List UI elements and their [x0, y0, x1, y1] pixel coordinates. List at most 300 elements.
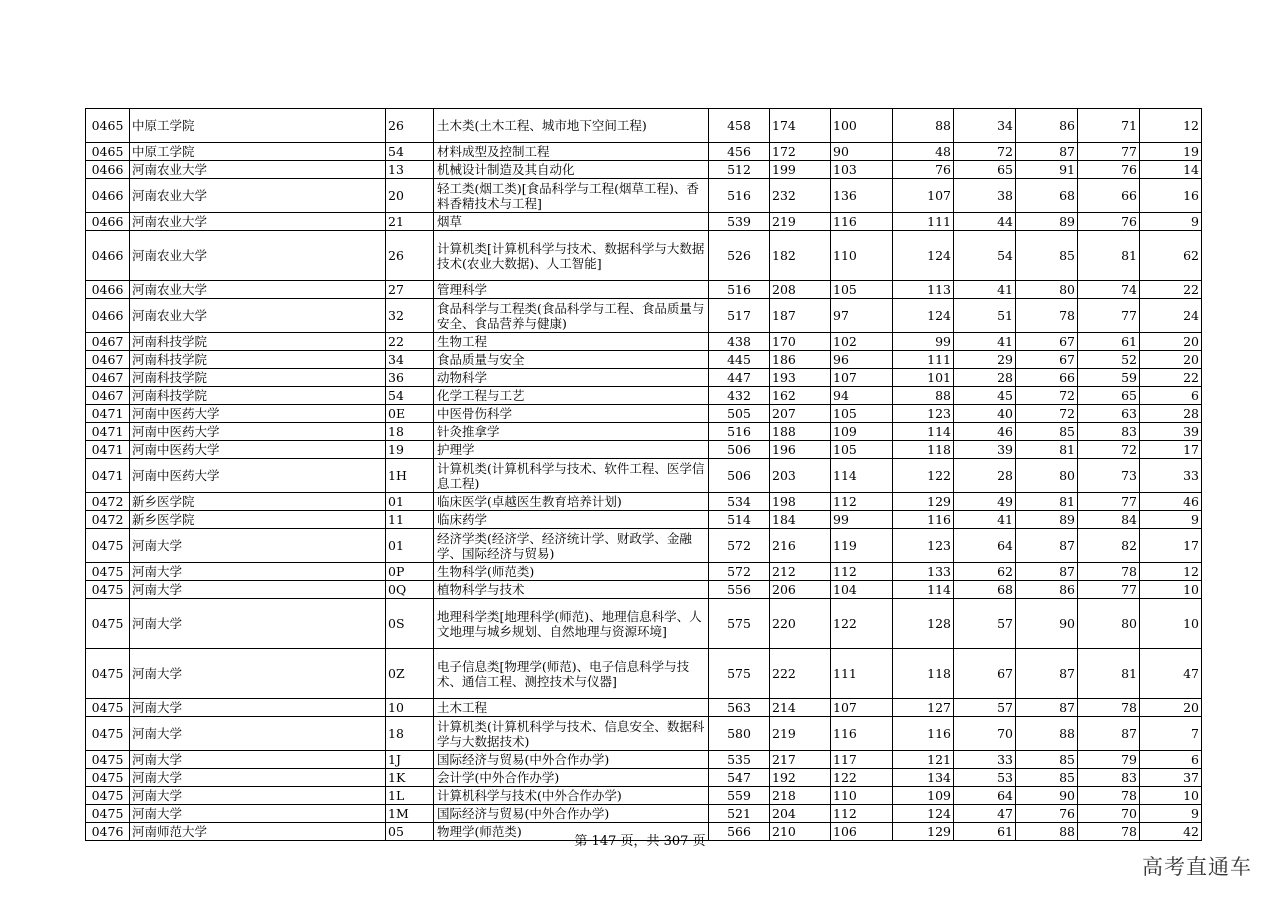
school-code-cell: 0466	[86, 299, 130, 333]
score-g-cell: 19	[1140, 143, 1202, 161]
major-name-cell: 轻工类(烟工类)[食品科学与工程(烟草工程)、香料香精技术与工程]	[434, 179, 709, 213]
major-code-cell: 10	[386, 699, 434, 717]
table-row	[86, 529, 1202, 563]
table-row	[86, 459, 1202, 493]
score-e-cell: 76	[1016, 805, 1078, 823]
score-e-cell: 80	[1016, 281, 1078, 299]
score-d-cell: 28	[954, 369, 1016, 387]
school-name-cell: 河南大学	[130, 769, 386, 787]
score-d-cell: 41	[954, 333, 1016, 351]
major-code-cell: 22	[386, 333, 434, 351]
school-name-cell: 中原工学院	[130, 143, 386, 161]
school-name-cell: 河南大学	[130, 581, 386, 599]
score-c-cell: 48	[893, 143, 954, 161]
table-row	[86, 213, 1202, 231]
table-row	[86, 405, 1202, 423]
major-name-cell: 动物科学	[434, 369, 709, 387]
score-d-cell: 40	[954, 405, 1016, 423]
page-footer: 第 147 页，共 307 页	[574, 834, 706, 849]
score-a-cell: 214	[770, 699, 831, 717]
score-a-cell: 208	[770, 281, 831, 299]
school-code-cell: 0466	[86, 161, 130, 179]
table-row	[86, 387, 1202, 405]
score-total-cell: 516	[709, 179, 770, 213]
score-e-cell: 80	[1016, 459, 1078, 493]
score-c-cell: 123	[893, 529, 954, 563]
score-c-cell: 114	[893, 581, 954, 599]
score-c-cell: 114	[893, 423, 954, 441]
score-d-cell: 45	[954, 387, 1016, 405]
major-code-cell: 26	[386, 231, 434, 281]
major-code-cell: 34	[386, 351, 434, 369]
score-f-cell: 83	[1078, 769, 1140, 787]
score-d-cell: 29	[954, 351, 1016, 369]
score-f-cell: 63	[1078, 405, 1140, 423]
table-row	[86, 717, 1202, 751]
score-a-cell: 204	[770, 805, 831, 823]
score-total-cell: 521	[709, 805, 770, 823]
school-name-cell: 河南大学	[130, 599, 386, 649]
score-a-cell: 217	[770, 751, 831, 769]
table-row	[86, 109, 1202, 143]
school-name-cell: 河南科技学院	[130, 333, 386, 351]
score-e-cell: 87	[1016, 143, 1078, 161]
score-f-cell: 72	[1078, 441, 1140, 459]
table-row	[86, 751, 1202, 769]
score-g-cell: 12	[1140, 109, 1202, 143]
table-row	[86, 369, 1202, 387]
school-name-cell: 河南科技学院	[130, 387, 386, 405]
school-code-cell: 0466	[86, 213, 130, 231]
score-g-cell: 17	[1140, 529, 1202, 563]
score-c-cell: 124	[893, 299, 954, 333]
score-c-cell: 124	[893, 805, 954, 823]
score-g-cell: 20	[1140, 333, 1202, 351]
score-d-cell: 53	[954, 769, 1016, 787]
table-row	[86, 493, 1202, 511]
score-c-cell: 124	[893, 231, 954, 281]
school-code-cell: 0471	[86, 405, 130, 423]
school-name-cell: 新乡医学院	[130, 511, 386, 529]
major-name-cell: 土木类(土木工程、城市地下空间工程)	[434, 109, 709, 143]
school-name-cell: 河南农业大学	[130, 299, 386, 333]
school-name-cell: 河南大学	[130, 649, 386, 699]
score-a-cell: 232	[770, 179, 831, 213]
score-total-cell: 580	[709, 717, 770, 751]
school-name-cell: 河南大学	[130, 699, 386, 717]
major-code-cell: 54	[386, 143, 434, 161]
score-f-cell: 76	[1078, 161, 1140, 179]
score-total-cell: 505	[709, 405, 770, 423]
school-name-cell: 河南科技学院	[130, 351, 386, 369]
major-code-cell: 1L	[386, 787, 434, 805]
score-d-cell: 54	[954, 231, 1016, 281]
score-b-cell: 97	[831, 299, 893, 333]
score-e-cell: 67	[1016, 333, 1078, 351]
major-code-cell: 1M	[386, 805, 434, 823]
score-a-cell: 192	[770, 769, 831, 787]
score-d-cell: 64	[954, 529, 1016, 563]
score-g-cell: 9	[1140, 805, 1202, 823]
score-f-cell: 74	[1078, 281, 1140, 299]
score-total-cell: 556	[709, 581, 770, 599]
major-name-cell: 生物科学(师范类)	[434, 563, 709, 581]
major-name-cell: 机械设计制造及其自动化	[434, 161, 709, 179]
score-e-cell: 87	[1016, 529, 1078, 563]
score-b-cell: 104	[831, 581, 893, 599]
school-code-cell: 0472	[86, 511, 130, 529]
major-name-cell: 临床医学(卓越医生教育培养计划)	[434, 493, 709, 511]
score-g-cell: 33	[1140, 459, 1202, 493]
score-e-cell: 90	[1016, 599, 1078, 649]
score-b-cell: 105	[831, 405, 893, 423]
score-b-cell: 119	[831, 529, 893, 563]
score-total-cell: 526	[709, 231, 770, 281]
major-code-cell: 0Q	[386, 581, 434, 599]
table-row	[86, 143, 1202, 161]
score-b-cell: 99	[831, 511, 893, 529]
major-name-cell: 食品科学与工程类(食品科学与工程、食品质量与安全、食品营养与健康)	[434, 299, 709, 333]
score-e-cell: 87	[1016, 699, 1078, 717]
school-code-cell: 0471	[86, 423, 130, 441]
score-f-cell: 87	[1078, 717, 1140, 751]
school-name-cell: 河南中医药大学	[130, 405, 386, 423]
score-g-cell: 22	[1140, 281, 1202, 299]
school-code-cell: 0475	[86, 599, 130, 649]
major-code-cell: 11	[386, 511, 434, 529]
score-f-cell: 78	[1078, 823, 1140, 841]
school-name-cell: 中原工学院	[130, 109, 386, 143]
table-row	[86, 161, 1202, 179]
table-row	[86, 511, 1202, 529]
score-d-cell: 33	[954, 751, 1016, 769]
score-e-cell: 66	[1016, 369, 1078, 387]
score-a-cell: 162	[770, 387, 831, 405]
table-row	[86, 769, 1202, 787]
school-name-cell: 河南大学	[130, 529, 386, 563]
score-total-cell: 575	[709, 599, 770, 649]
school-code-cell: 0466	[86, 179, 130, 213]
major-name-cell: 针灸推拿学	[434, 423, 709, 441]
score-a-cell: 184	[770, 511, 831, 529]
score-c-cell: 118	[893, 649, 954, 699]
score-e-cell: 81	[1016, 493, 1078, 511]
major-name-cell: 电子信息类[物理学(师范)、电子信息科学与技术、通信工程、测控技术与仪器]	[434, 649, 709, 699]
score-a-cell: 186	[770, 351, 831, 369]
school-code-cell: 0475	[86, 529, 130, 563]
score-c-cell: 133	[893, 563, 954, 581]
score-e-cell: 68	[1016, 179, 1078, 213]
score-g-cell: 10	[1140, 599, 1202, 649]
score-e-cell: 88	[1016, 717, 1078, 751]
score-d-cell: 44	[954, 213, 1016, 231]
score-b-cell: 114	[831, 459, 893, 493]
table-row	[86, 299, 1202, 333]
score-e-cell: 85	[1016, 751, 1078, 769]
score-g-cell: 12	[1140, 563, 1202, 581]
score-b-cell: 105	[831, 441, 893, 459]
school-code-cell: 0472	[86, 493, 130, 511]
score-g-cell: 14	[1140, 161, 1202, 179]
score-g-cell: 9	[1140, 511, 1202, 529]
score-b-cell: 122	[831, 599, 893, 649]
score-table	[85, 108, 1202, 841]
score-e-cell: 81	[1016, 441, 1078, 459]
score-f-cell: 78	[1078, 787, 1140, 805]
table-row	[86, 581, 1202, 599]
score-e-cell: 72	[1016, 405, 1078, 423]
score-e-cell: 67	[1016, 351, 1078, 369]
score-c-cell: 121	[893, 751, 954, 769]
score-g-cell: 47	[1140, 649, 1202, 699]
score-f-cell: 82	[1078, 529, 1140, 563]
major-name-cell: 中医骨伤科学	[434, 405, 709, 423]
score-f-cell: 71	[1078, 109, 1140, 143]
score-total-cell: 506	[709, 441, 770, 459]
score-f-cell: 59	[1078, 369, 1140, 387]
score-total-cell: 458	[709, 109, 770, 143]
major-name-cell: 国际经济与贸易(中外合作办学)	[434, 805, 709, 823]
score-g-cell: 16	[1140, 179, 1202, 213]
school-code-cell: 0475	[86, 649, 130, 699]
score-a-cell: 172	[770, 143, 831, 161]
score-b-cell: 107	[831, 699, 893, 717]
school-name-cell: 河南农业大学	[130, 281, 386, 299]
school-code-cell: 0465	[86, 143, 130, 161]
score-a-cell: 210	[770, 823, 831, 841]
score-c-cell: 113	[893, 281, 954, 299]
major-code-cell: 26	[386, 109, 434, 143]
score-c-cell: 99	[893, 333, 954, 351]
score-g-cell: 20	[1140, 699, 1202, 717]
school-code-cell: 0475	[86, 699, 130, 717]
score-total-cell: 539	[709, 213, 770, 231]
score-b-cell: 94	[831, 387, 893, 405]
score-d-cell: 62	[954, 563, 1016, 581]
score-e-cell: 72	[1016, 387, 1078, 405]
school-code-cell: 0475	[86, 805, 130, 823]
table-row	[86, 333, 1202, 351]
score-a-cell: 174	[770, 109, 831, 143]
score-f-cell: 65	[1078, 387, 1140, 405]
score-total-cell: 535	[709, 751, 770, 769]
score-a-cell: 198	[770, 493, 831, 511]
school-name-cell: 河南中医药大学	[130, 459, 386, 493]
score-b-cell: 102	[831, 333, 893, 351]
score-f-cell: 66	[1078, 179, 1140, 213]
score-total-cell: 456	[709, 143, 770, 161]
major-name-cell: 食品质量与安全	[434, 351, 709, 369]
score-a-cell: 187	[770, 299, 831, 333]
school-code-cell: 0467	[86, 387, 130, 405]
table-row	[86, 179, 1202, 213]
score-f-cell: 81	[1078, 231, 1140, 281]
score-c-cell: 129	[893, 823, 954, 841]
score-total-cell: 432	[709, 387, 770, 405]
score-total-cell: 516	[709, 423, 770, 441]
school-code-cell: 0475	[86, 581, 130, 599]
score-d-cell: 72	[954, 143, 1016, 161]
score-c-cell: 127	[893, 699, 954, 717]
school-code-cell: 0471	[86, 459, 130, 493]
score-a-cell: 219	[770, 717, 831, 751]
school-code-cell: 0466	[86, 281, 130, 299]
school-name-cell: 河南大学	[130, 717, 386, 751]
school-name-cell: 河南农业大学	[130, 213, 386, 231]
school-code-cell: 0475	[86, 769, 130, 787]
score-f-cell: 77	[1078, 299, 1140, 333]
score-g-cell: 17	[1140, 441, 1202, 459]
score-b-cell: 116	[831, 717, 893, 751]
score-c-cell: 122	[893, 459, 954, 493]
score-g-cell: 6	[1140, 387, 1202, 405]
score-d-cell: 47	[954, 805, 1016, 823]
major-name-cell: 植物科学与技术	[434, 581, 709, 599]
score-b-cell: 105	[831, 281, 893, 299]
score-b-cell: 136	[831, 179, 893, 213]
score-total-cell: 512	[709, 161, 770, 179]
score-a-cell: 199	[770, 161, 831, 179]
score-f-cell: 81	[1078, 649, 1140, 699]
major-code-cell: 0P	[386, 563, 434, 581]
school-code-cell: 0475	[86, 751, 130, 769]
score-f-cell: 61	[1078, 333, 1140, 351]
score-d-cell: 46	[954, 423, 1016, 441]
score-total-cell: 516	[709, 281, 770, 299]
major-code-cell: 21	[386, 213, 434, 231]
score-f-cell: 78	[1078, 699, 1140, 717]
school-name-cell: 河南中医药大学	[130, 423, 386, 441]
major-code-cell: 32	[386, 299, 434, 333]
major-name-cell: 经济学类(经济学、经济统计学、财政学、金融学、国际经济与贸易)	[434, 529, 709, 563]
score-g-cell: 28	[1140, 405, 1202, 423]
score-a-cell: 196	[770, 441, 831, 459]
score-b-cell: 112	[831, 805, 893, 823]
score-total-cell: 572	[709, 529, 770, 563]
score-c-cell: 111	[893, 213, 954, 231]
school-code-cell: 0476	[86, 823, 130, 841]
table-row	[86, 699, 1202, 717]
score-g-cell: 46	[1140, 493, 1202, 511]
major-name-cell: 地理科学类[地理科学(师范)、地理信息科学、人文地理与城乡规划、自然地理与资源环境]	[434, 599, 709, 649]
score-d-cell: 51	[954, 299, 1016, 333]
score-total-cell: 447	[709, 369, 770, 387]
score-d-cell: 64	[954, 787, 1016, 805]
score-e-cell: 90	[1016, 787, 1078, 805]
score-f-cell: 70	[1078, 805, 1140, 823]
score-g-cell: 22	[1140, 369, 1202, 387]
score-total-cell: 445	[709, 351, 770, 369]
score-e-cell: 78	[1016, 299, 1078, 333]
school-name-cell: 河南农业大学	[130, 179, 386, 213]
school-code-cell: 0475	[86, 787, 130, 805]
major-code-cell: 20	[386, 179, 434, 213]
table-row	[86, 351, 1202, 369]
school-name-cell: 河南大学	[130, 787, 386, 805]
score-b-cell: 107	[831, 369, 893, 387]
score-total-cell: 559	[709, 787, 770, 805]
score-c-cell: 123	[893, 405, 954, 423]
score-a-cell: 220	[770, 599, 831, 649]
score-g-cell: 42	[1140, 823, 1202, 841]
score-f-cell: 73	[1078, 459, 1140, 493]
major-name-cell: 物理学(师范类)	[434, 823, 709, 841]
score-a-cell: 182	[770, 231, 831, 281]
school-code-cell: 0466	[86, 231, 130, 281]
major-name-cell: 土木工程	[434, 699, 709, 717]
score-b-cell: 106	[831, 823, 893, 841]
score-a-cell: 206	[770, 581, 831, 599]
score-f-cell: 76	[1078, 213, 1140, 231]
score-b-cell: 110	[831, 787, 893, 805]
score-total-cell: 575	[709, 649, 770, 699]
score-b-cell: 116	[831, 213, 893, 231]
score-c-cell: 129	[893, 493, 954, 511]
score-d-cell: 68	[954, 581, 1016, 599]
table-row	[86, 649, 1202, 699]
score-e-cell: 85	[1016, 769, 1078, 787]
score-b-cell: 111	[831, 649, 893, 699]
score-f-cell: 84	[1078, 511, 1140, 529]
score-d-cell: 57	[954, 599, 1016, 649]
score-b-cell: 103	[831, 161, 893, 179]
score-a-cell: 188	[770, 423, 831, 441]
major-code-cell: 27	[386, 281, 434, 299]
major-name-cell: 国际经济与贸易(中外合作办学)	[434, 751, 709, 769]
score-total-cell: 534	[709, 493, 770, 511]
score-b-cell: 100	[831, 109, 893, 143]
major-name-cell: 护理学	[434, 441, 709, 459]
score-c-cell: 118	[893, 441, 954, 459]
school-name-cell: 河南农业大学	[130, 231, 386, 281]
score-f-cell: 77	[1078, 143, 1140, 161]
score-e-cell: 86	[1016, 109, 1078, 143]
score-total-cell: 563	[709, 699, 770, 717]
school-code-cell: 0465	[86, 109, 130, 143]
score-b-cell: 90	[831, 143, 893, 161]
major-code-cell: 0E	[386, 405, 434, 423]
major-code-cell: 01	[386, 493, 434, 511]
school-name-cell: 河南大学	[130, 805, 386, 823]
major-name-cell: 生物工程	[434, 333, 709, 351]
table-row	[86, 599, 1202, 649]
score-d-cell: 67	[954, 649, 1016, 699]
major-name-cell: 烟草	[434, 213, 709, 231]
score-a-cell: 222	[770, 649, 831, 699]
table-row	[86, 563, 1202, 581]
school-name-cell: 新乡医学院	[130, 493, 386, 511]
major-name-cell: 管理科学	[434, 281, 709, 299]
school-name-cell: 河南中医药大学	[130, 441, 386, 459]
major-name-cell: 计算机科学与技术(中外合作办学)	[434, 787, 709, 805]
score-d-cell: 39	[954, 441, 1016, 459]
score-a-cell: 203	[770, 459, 831, 493]
score-b-cell: 112	[831, 493, 893, 511]
score-b-cell: 112	[831, 563, 893, 581]
score-g-cell: 6	[1140, 751, 1202, 769]
major-code-cell: 1H	[386, 459, 434, 493]
major-name-cell: 计算机类[计算机科学与技术、数据科学与大数据技术(农业大数据)、人工智能]	[434, 231, 709, 281]
score-g-cell: 10	[1140, 787, 1202, 805]
score-total-cell: 566	[709, 823, 770, 841]
score-e-cell: 86	[1016, 581, 1078, 599]
major-code-cell: 1K	[386, 769, 434, 787]
school-name-cell: 河南师范大学	[130, 823, 386, 841]
school-name-cell: 河南大学	[130, 563, 386, 581]
score-g-cell: 62	[1140, 231, 1202, 281]
table-row	[86, 231, 1202, 281]
major-code-cell: 18	[386, 423, 434, 441]
